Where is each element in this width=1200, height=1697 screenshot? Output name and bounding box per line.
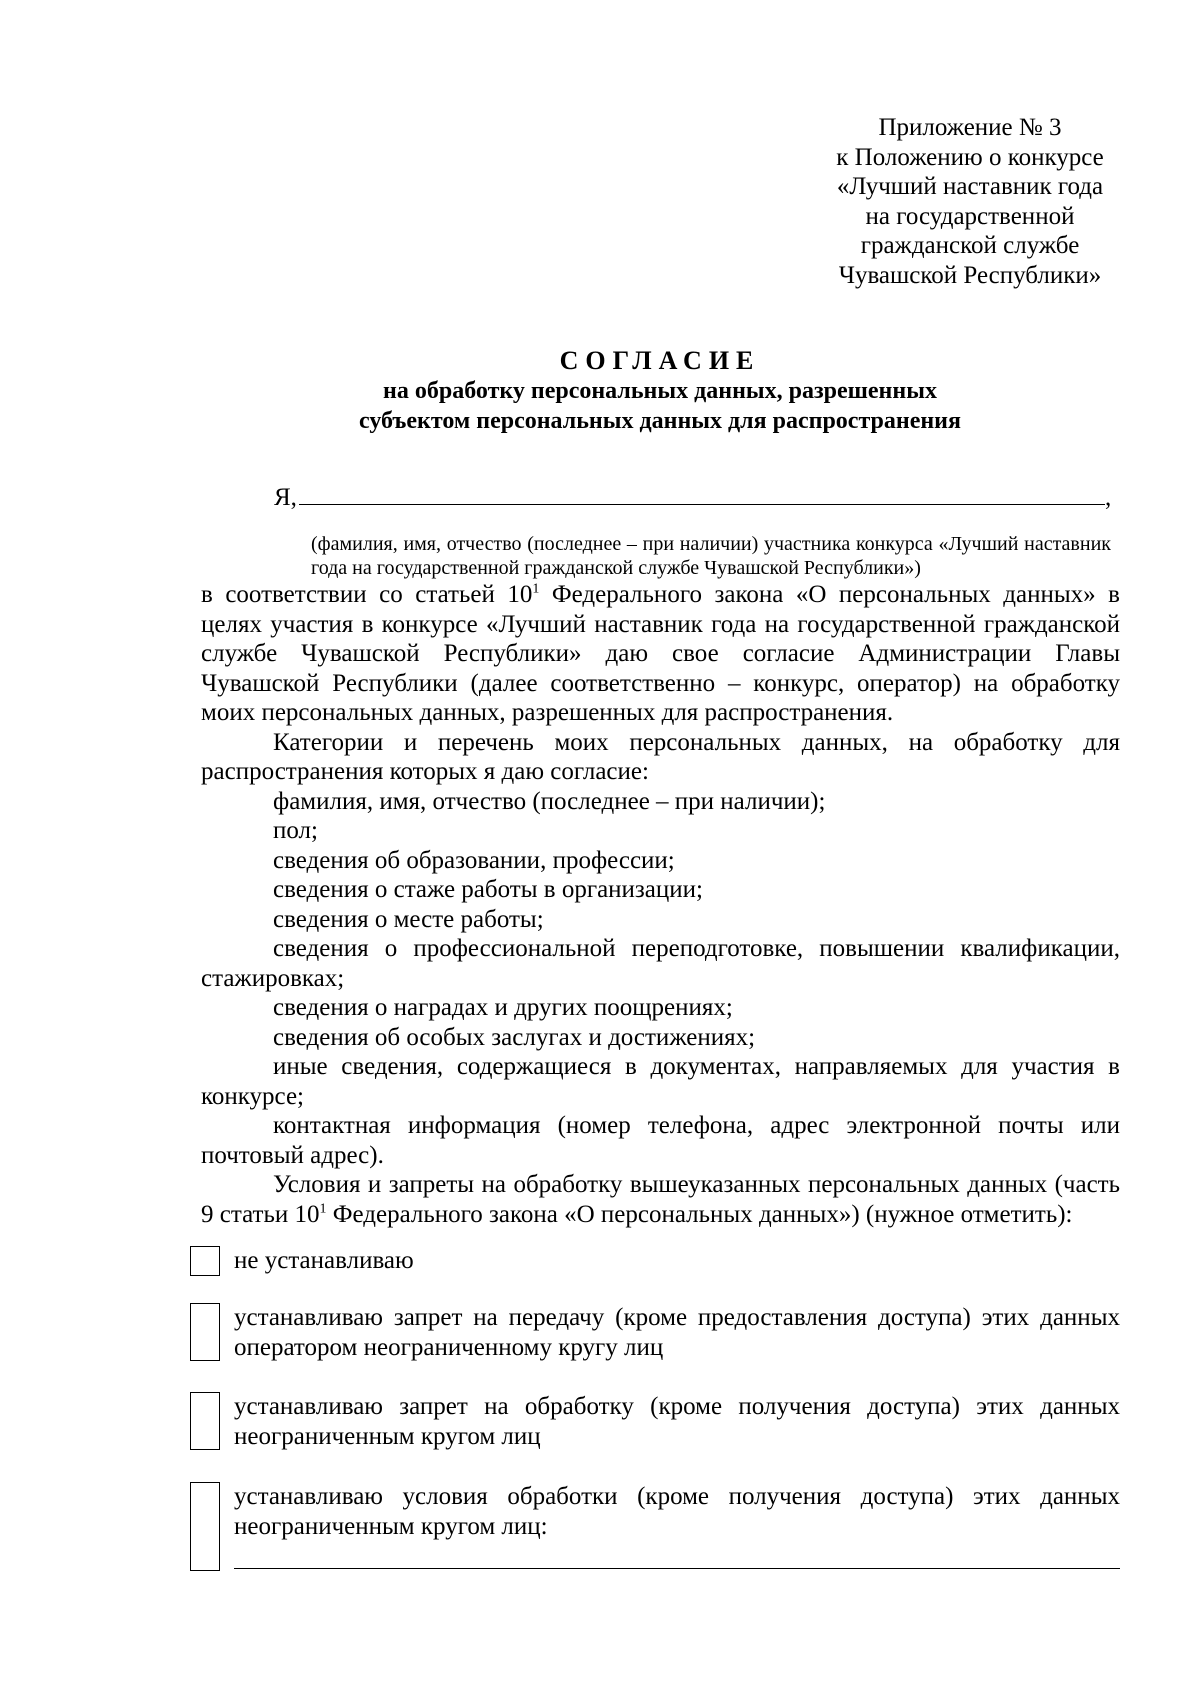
document-title: [200, 346, 1120, 436]
declarant-name-field[interactable]: [299, 482, 1105, 505]
declarant-note: (фамилия, имя, отчество (последнее – при наличии) участника конкурса «Лучший наставник года на государственной гражданской службе Чувашской Республики»): [311, 533, 1111, 579]
declarant-suffix: ,: [1104, 484, 1112, 511]
checkbox[interactable]: [190, 1482, 220, 1571]
declarant-line: [201, 482, 1120, 512]
consent-text-start: в соответствии со статьей 10: [201, 581, 533, 608]
appendix-line: Чувашской Республики»: [838, 261, 1102, 289]
conditions-text-start: Условия и запреты на обработку вышеуказанных персональных данных (часть 9 статьи 10: [201, 1171, 1120, 1228]
document-body: [201, 482, 1120, 1229]
option-label: устанавливаю условия обработки (кроме получения доступа) этих данных неограниченным кругом лиц:: [234, 1483, 1120, 1540]
category-item: контактная информация (номер телефона, адрес электронной почты или почтовый адрес).: [201, 1112, 1120, 1169]
appendix-line: «Лучший наставник года: [836, 173, 1104, 200]
category-item: сведения о стаже работы в организации;: [273, 876, 703, 903]
categories-intro: Категории и перечень моих персональных данных, на обработку для распространения которых я даю согласие:: [201, 728, 1120, 785]
title-sub-line: субъектом персональных данных для распространения: [358, 408, 961, 434]
checkbox[interactable]: [190, 1246, 220, 1276]
checkbox[interactable]: [190, 1303, 220, 1361]
title-sub-line: на обработку персональных данных, разрешенных: [383, 378, 937, 404]
superscript: 1: [319, 1201, 327, 1217]
conditions-fill-line[interactable]: [234, 1568, 1120, 1569]
consent-text-end: Федерального закона «О персональных данных» в целях участия в конкурсе «Лучший наставник года на государственной гражданской службе Чувашской Республики» даю свое согласие Администрации Главы Чувашской Республики (далее соответственно – конкурс, оператор) на обработку моих персональных данных, разрешенных для распространения.: [201, 581, 1120, 726]
category-item: сведения о наградах и других поощрениях;: [273, 994, 733, 1021]
category-item: сведения о профессиональной переподготовке, повышении квалификации, стажировках;: [201, 935, 1120, 992]
conditions-text-end: Федерального закона «О персональных данных») (нужное отметить):: [326, 1200, 1073, 1228]
category-item: иные сведения, содержащиеся в документах, направляемых для участия в конкурсе;: [201, 1053, 1120, 1110]
category-item: сведения об особых заслугах и достижениях;: [273, 1023, 756, 1051]
option-label: не устанавливаю: [234, 1247, 414, 1274]
appendix-header: [770, 113, 1170, 290]
consent-paragraph: [201, 580, 1120, 728]
superscript: 1: [532, 581, 540, 597]
category-item: фамилия, имя, отчество (последнее – при наличии);: [273, 787, 826, 815]
appendix-line: на государственной: [865, 202, 1075, 230]
appendix-line: Приложение № 3: [878, 114, 1062, 141]
appendix-line: гражданской службе: [860, 232, 1080, 259]
category-item: сведения об образовании, профессии;: [273, 846, 675, 874]
appendix-line: к Положению о конкурсе: [836, 143, 1104, 171]
category-item: сведения о месте работы;: [273, 905, 544, 933]
checkbox[interactable]: [190, 1392, 220, 1450]
title-main: СОГЛАСИЕ: [559, 346, 761, 375]
declarant-prefix: Я,: [274, 484, 297, 511]
conditions-paragraph: [201, 1170, 1120, 1229]
option-label: устанавливаю запрет на обработку (кроме получения доступа) этих данных неограниченным кругом лиц: [234, 1393, 1120, 1450]
option-label: устанавливаю запрет на передачу (кроме предоставления доступа) этих данных оператором неограниченному кругу лиц: [234, 1304, 1120, 1361]
category-item: пол;: [273, 817, 318, 844]
